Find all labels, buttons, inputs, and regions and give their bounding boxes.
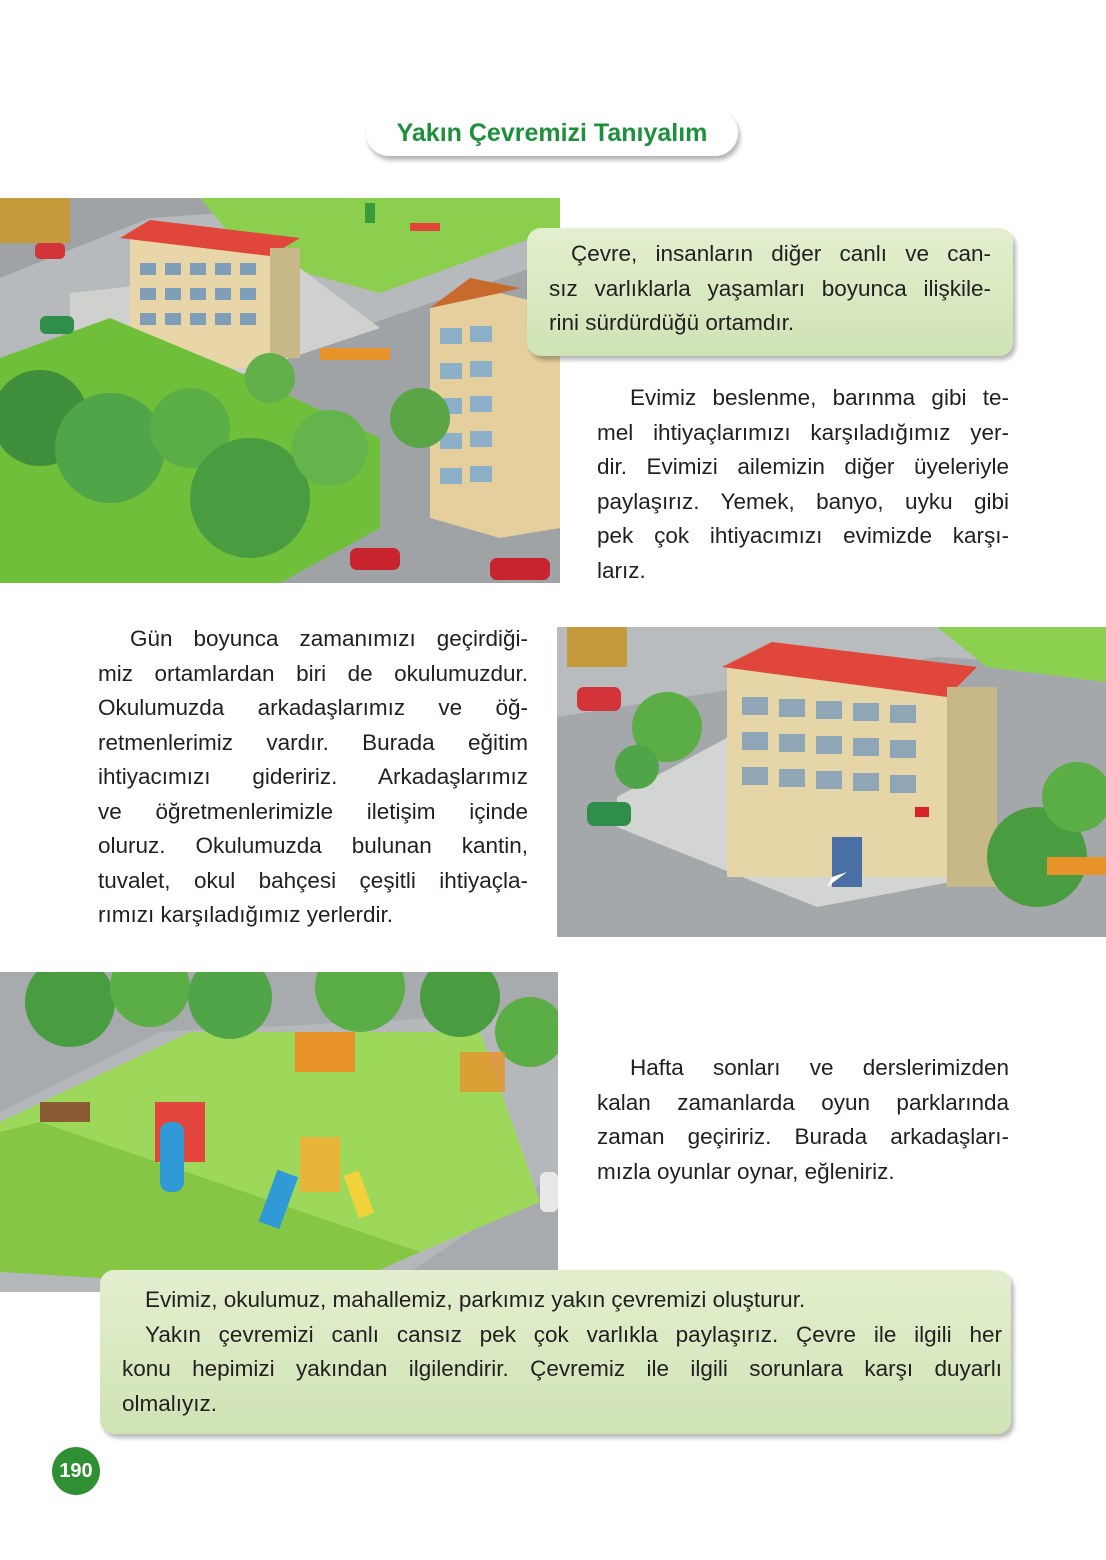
home-line: larız. [597, 557, 646, 583]
summary-box [100, 1270, 1011, 1434]
school-line: retmenlerimiz vardır. Burada eğitim [98, 729, 528, 755]
school-line: rımızı karşıladığımız yerlerdir. [98, 902, 394, 927]
home-line: paylaşırız. Yemek, banyo, uyku gibi [597, 488, 1009, 514]
summary-text [122, 1283, 1002, 1421]
neighborhood-illustration [0, 198, 560, 583]
home-line: dir. Evimizi ailemizin diğer üyeleriyle [597, 454, 1009, 479]
school-line: Gün boyunca zamanımızı geçirdiği- [130, 626, 528, 651]
park-line: zaman geçiririz. Burada arkadaşları- [597, 1124, 1009, 1149]
park-illustration [0, 972, 558, 1292]
home-line: pek çok ihtiyacımızı evimizde karşı- [597, 523, 1009, 548]
home-line: mel ihtiyaçlarımızı karşıladığımız yer- [597, 419, 1009, 445]
intro-line: sız varlıklarla yaşamları boyunca ilişkile- [549, 275, 991, 301]
school-illustration [557, 627, 1106, 937]
page-number-badge: 190 [52, 1447, 100, 1495]
school-paragraph [98, 622, 528, 933]
park-line: Hafta sonları ve derslerimizden [630, 1055, 1009, 1080]
school-line: tuvalet, okul bahçesi çeşitli ihtiyaçla- [98, 867, 528, 893]
school-line: ihtiyacımızı gideririz. Arkadaşlarımız [98, 764, 528, 789]
park-paragraph [597, 1051, 1009, 1189]
park-line: mızla oyunlar oynar, eğleniriz. [597, 1158, 895, 1184]
school-line: Okulumuzda arkadaşlarımız ve öğ- [98, 695, 528, 720]
summary-line: Yakın çevremizi canlı cansız pek çok varlıkla paylaşırız. Çevre ile ilgili her [145, 1321, 1002, 1347]
home-line: Evimiz beslenme, barınma gibi te- [630, 385, 1009, 410]
intro-line: rini sürdürdüğü ortamdır. [549, 310, 795, 335]
school-line: ve öğretmenlerimizle iletişim içinde [98, 798, 528, 824]
page-title: Yakın Çevremizi Tanıyalım [366, 110, 738, 156]
intro-box [527, 228, 1013, 356]
summary-line: konu hepimizi yakından ilgilendirir. Çevremiz ile ilgili sorunlara karşı duyarlı [122, 1356, 1002, 1381]
intro-text [549, 237, 991, 341]
summary-line: olmalıyız. [122, 1390, 218, 1416]
summary-paragraph-1: Evimiz, okulumuz, mahallemiz, parkımız yakın çevremizi oluşturur. [145, 1287, 806, 1312]
school-line: miz ortamlardan biri de okulumuzdur. [98, 660, 528, 686]
park-line: kalan zamanlarda oyun parklarında [597, 1089, 1009, 1115]
home-paragraph [597, 381, 1009, 588]
school-line: oluruz. Okulumuzda bulunan kantin, [98, 833, 528, 858]
intro-line: Çevre, insanların diğer canlı ve can- [571, 241, 991, 266]
